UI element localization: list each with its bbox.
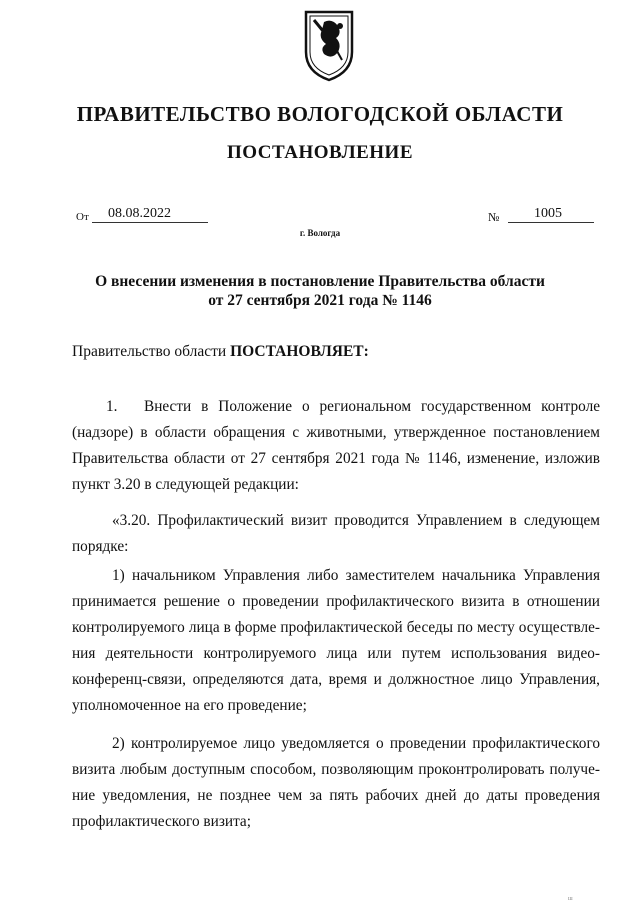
- item-1-text: Внести в Положение о региональном государственном контроле (надзоре) в области обращения с животными, утвержденное постановлением Правительства области от 27 сентября 2021 года № 1146, изменение, изложив пункт 3.20 в следующей редакции:: [72, 398, 600, 493]
- paragraph-3-20: «3.20. Профилактический визит проводится Управлением в следующем порядке:: [72, 512, 600, 555]
- item-1-number: 1.: [106, 398, 118, 415]
- footer-mark: ш: [568, 896, 573, 902]
- title-line-2: от 27 сентября 2021 года № 1146: [208, 292, 432, 309]
- document-number-value: 1005: [534, 206, 562, 221]
- city-name: г. Вологда: [299, 228, 341, 238]
- date-label: От: [76, 211, 89, 223]
- document-number: [508, 206, 594, 223]
- title-line-1: О внесении изменения в постановление Правительства области: [95, 273, 545, 290]
- document-date: 08.08.2022: [92, 206, 208, 223]
- vologda-coat-of-arms-icon: [302, 8, 356, 82]
- subitem-2: 2) контролируемое лицо уведомляется о проведении профилактического визита любым доступным способом, позволяющим проконтролировать получе-ние уведомления, не позднее чем за пять рабочих дней до даты проведения профилактического визита;: [72, 735, 600, 830]
- item-1: [72, 394, 600, 498]
- decree-line: [72, 343, 369, 361]
- document-title: [0, 272, 640, 310]
- document-type: ПОСТАНОВЛЕНИЕ: [226, 142, 414, 163]
- decree-keyword: ПОСТАНОВЛЯЕТ:: [230, 343, 369, 360]
- decree-lead: Правительство области: [72, 343, 227, 360]
- government-name: ПРАВИТЕЛЬСТВО ВОЛОГОДСКОЙ ОБЛАСТИ: [76, 102, 564, 126]
- number-label: №: [488, 210, 500, 224]
- subitem-1: 1) начальником Управления либо заместителем начальника Управления принимается решение о проведении профилактического визита в отношении контролируемого лица в форме профилактической беседы по месту осуществле-ния деятельности контролируемого лица или путем использования видео-конференц-связи, определяются дата, время и должностное лицо Управления, уполномоченное на его проведение;: [72, 567, 600, 714]
